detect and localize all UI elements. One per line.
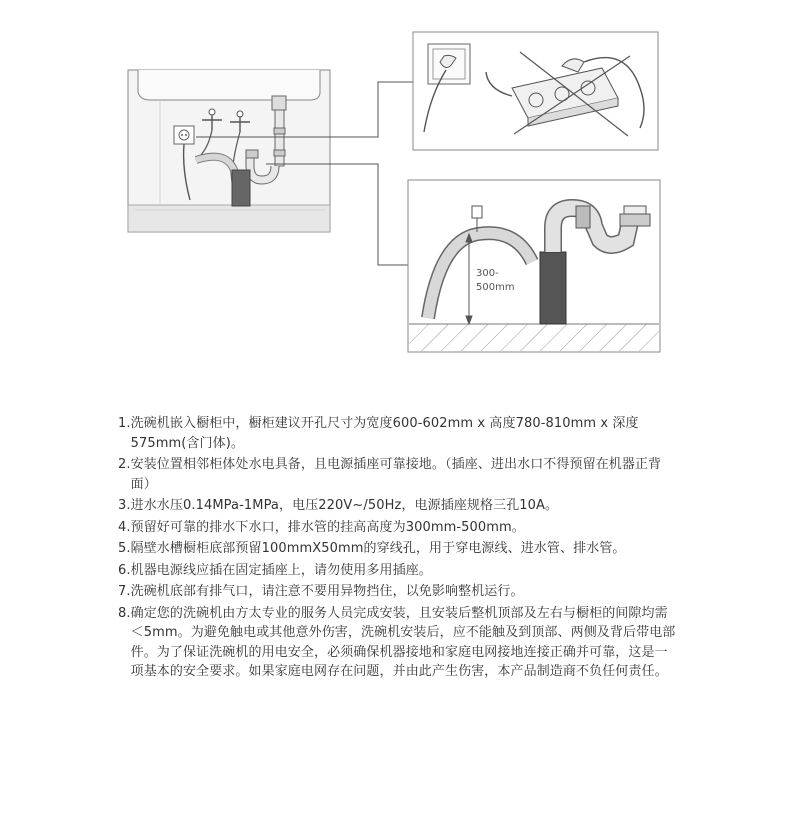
installation-notes <box>118 414 678 684</box>
note-text: 进水水压0.14MPa-1MPa，电压220V~/50Hz，电源插座规格三孔10A。 <box>130 498 559 513</box>
installation-diagram <box>0 0 790 380</box>
note-number: 5. <box>118 541 131 556</box>
socket-detail-panel <box>413 32 658 150</box>
note-item <box>118 582 678 602</box>
note-text: 预留好可靠的排水下水口，排水管的挂高高度为300mm-500mm。 <box>130 519 525 535</box>
height-label-line1: 300- <box>476 268 499 279</box>
cabinet-panel <box>128 70 330 232</box>
note-text: 确定您的洗碗机由方太专业的服务人员完成安装，且安装后整机顶部及左右与橱柜的间隙均需＜5mm。为避免触电或其他意外伤害，洗碗机安装后，应不能触及到顶部、两侧及背后带电部件。为了保证洗碗机的用电安全，必须确保机器接地和家庭电网接地连接正确并可靠，这是一项基本的安全要求。如果家庭电网存在问题，并由此产生伤害，本产品制造商不负任何责任。 <box>130 605 676 679</box>
note-number: 4. <box>118 519 131 535</box>
note-item <box>118 518 678 538</box>
height-label-line2: 500mm <box>476 282 515 293</box>
note-item <box>118 496 678 516</box>
note-number: 6. <box>118 562 131 578</box>
note-number: 3. <box>118 498 131 513</box>
note-text: 隔壁水槽橱柜底部预留100mmX50mm的穿线孔，用于穿电源线、进水管、排水管。 <box>130 541 626 556</box>
note-number: 7. <box>118 584 131 599</box>
note-text: 机器电源线应插在固定插座上，请勿使用多用插座。 <box>130 562 432 578</box>
drain-height-panel <box>408 180 660 352</box>
note-item <box>118 604 678 682</box>
note-text: 安装位置相邻柜体处水电具备，且电源插座可靠接地。（插座、进出水口不得预留在机器正背面） <box>130 457 662 492</box>
note-item <box>118 455 678 494</box>
note-text: 洗碗机底部有排气口，请注意不要用异物挡住，以免影响整机运行。 <box>130 584 524 599</box>
note-number: 8. <box>118 605 131 621</box>
note-number: 2. <box>118 457 131 472</box>
note-item <box>118 414 678 453</box>
note-text: 洗碗机嵌入橱柜中，橱柜建议开孔尺寸为宽度600-602mm x 高度780-810mm x 深度575mm(含门体)。 <box>130 416 639 451</box>
note-item <box>118 539 678 559</box>
note-number: 1. <box>118 416 131 431</box>
note-item <box>118 561 678 581</box>
